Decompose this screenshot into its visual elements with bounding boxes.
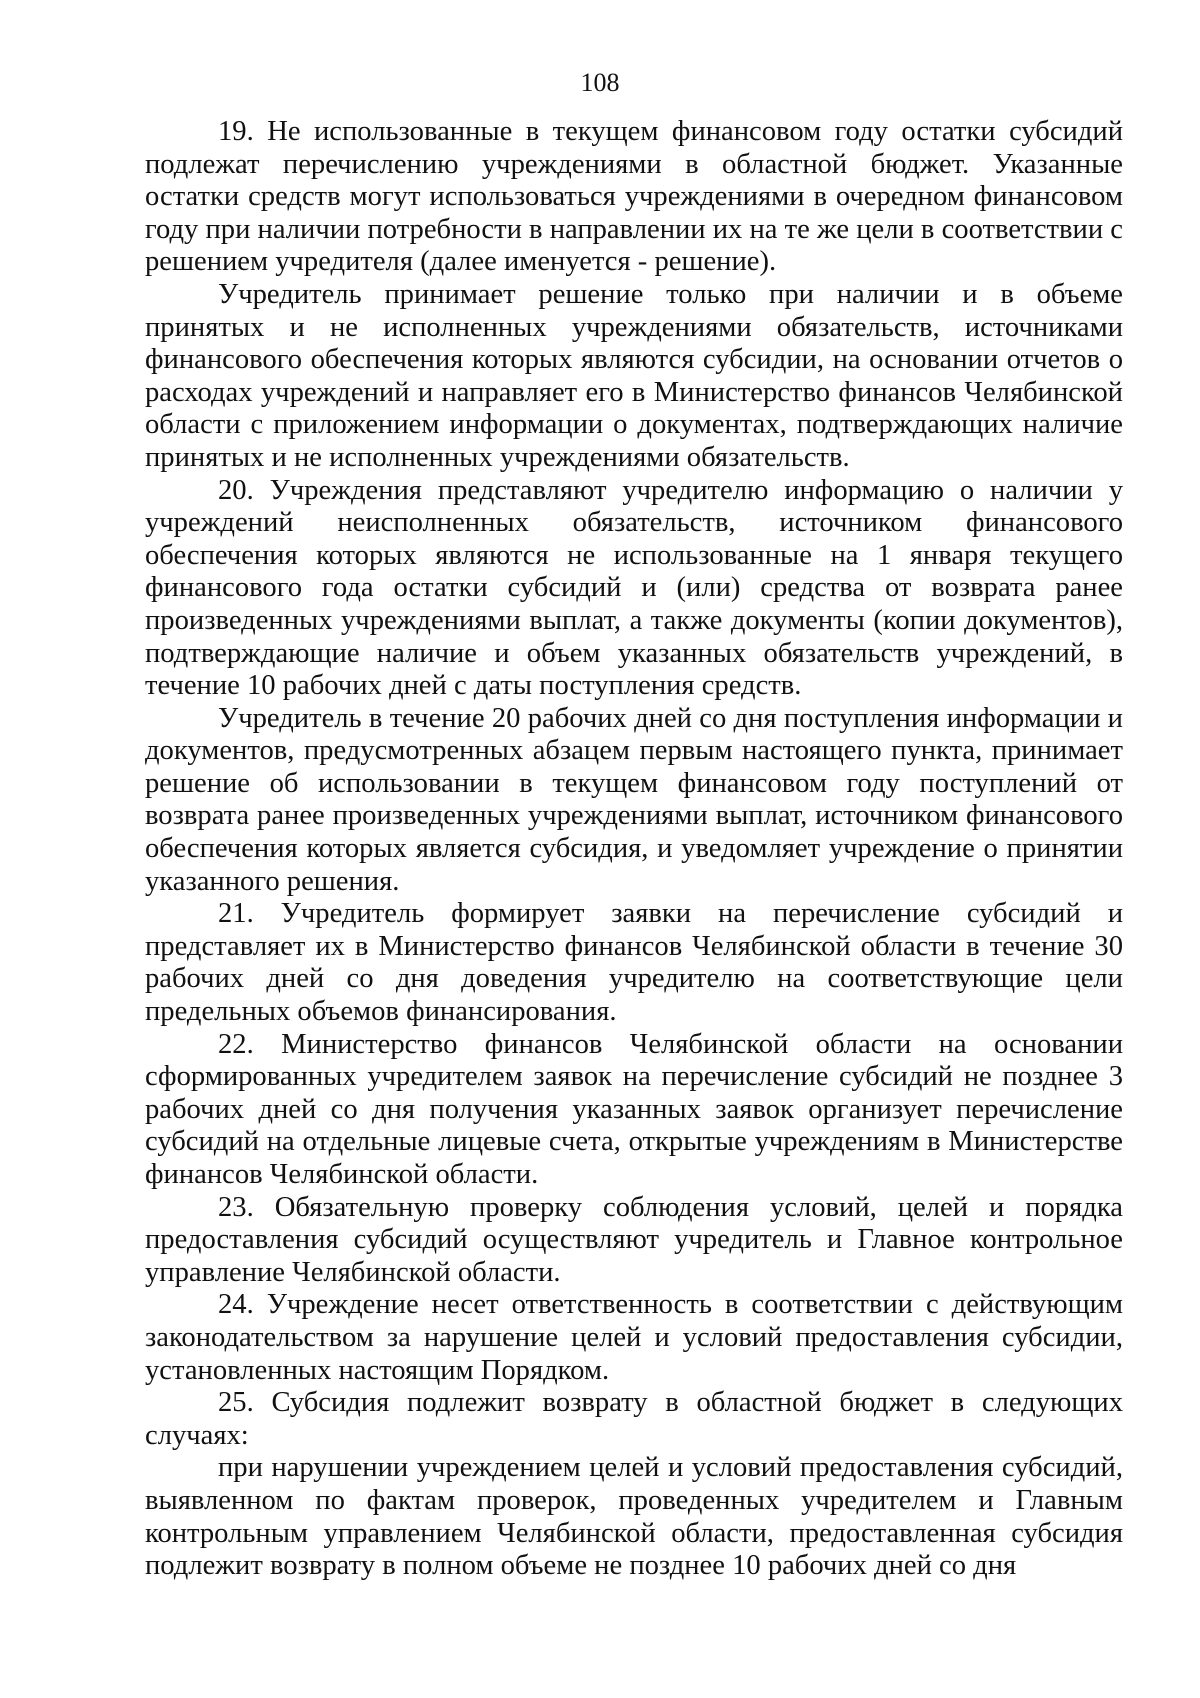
paragraph-23: 23. Обязательную проверку соблюдения условий, целей и порядка предоставления субсидий осуществляют учредитель и Главное контрольное управление Челябинской области. — [145, 1191, 1123, 1288]
paragraph-22: 22. Министерство финансов Челябинской области на основании сформированных учредителем заявок на перечисление субсидий не позднее 3 рабочих дней со дня получения указанных заявок организует перечисление субсидий на отдельные лицевые счета, открытые учреждениям в Министерстве финансов Челябинской области. — [145, 1028, 1123, 1190]
paragraph-25-case-1: при нарушении учреждением целей и условий предоставления субсидий, выявленном по фактам проверок, проведенных учредителем и Главным контрольным управлением Челябинской области, предоставленная субсидия подлежит возврату в полном объеме не позднее 10 рабочих дней со дня — [145, 1452, 1123, 1582]
paragraph-24: 24. Учреждение несет ответственность в соответствии с действующим законодательством за нарушение целей и условий предоставления субсидии, установленных настоящим Порядком. — [145, 1289, 1123, 1386]
paragraph-21: 21. Учредитель формирует заявки на перечисление субсидий и представляет их в Министерство финансов Челябинской области в течение 30 рабочих дней со дня доведения учредителю на соответствующие цели предельных объемов финансирования. — [145, 898, 1123, 1028]
paragraph-19: 19. Не использованные в текущем финансовом году остатки субсидий подлежат перечислению учреждениями в областной бюджет. Указанные остатки средств могут использоваться учреждениями в очередном финансовом году при наличии потребности в направлении их на те же цели в соответствии с решением учредителя (далее именуется - решение). — [145, 116, 1123, 278]
paragraph-19-decision: Учредитель принимает решение только при наличии и в объеме принятых и не исполненных учреждениями обязательств, источниками финансового обеспечения которых являются субсидии, на основании отчетов о расходах учреждений и направляет его в Министерство финансов Челябинской области с приложением информации о документах, подтверждающих наличие принятых и не исполненных учреждениями обязательств. — [145, 278, 1123, 473]
page-number: 108 — [580, 68, 620, 97]
paragraph-25: 25. Субсидия подлежит возврату в областной бюджет в следующих случаях: — [145, 1387, 1123, 1451]
paragraph-20: 20. Учреждения представляют учредителю информацию о наличии у учреждений неисполненных обязательств, источником финансового обеспечения которых являются не использованные на 1 января текущего финансового года остатки субсидий и (или) средства от возврата ранее произведенных учреждениями выплат, а также документы (копии документов), подтверждающие наличие и объем указанных обязательств учреждений, в течение 10 рабочих дней с даты поступления средств. — [145, 474, 1123, 702]
paragraph-20-decision: Учредитель в течение 20 рабочих дней со дня поступления информации и документов, предусмотренных абзацем первым настоящего пункта, принимает решение об использовании в текущем финансовом году поступлений от возврата ранее произведенных учреждениями выплат, источником финансового обеспечения которых является субсидия, и уведомляет учреждение о принятии указанного решения. — [145, 702, 1123, 897]
document-body — [145, 116, 1123, 1583]
